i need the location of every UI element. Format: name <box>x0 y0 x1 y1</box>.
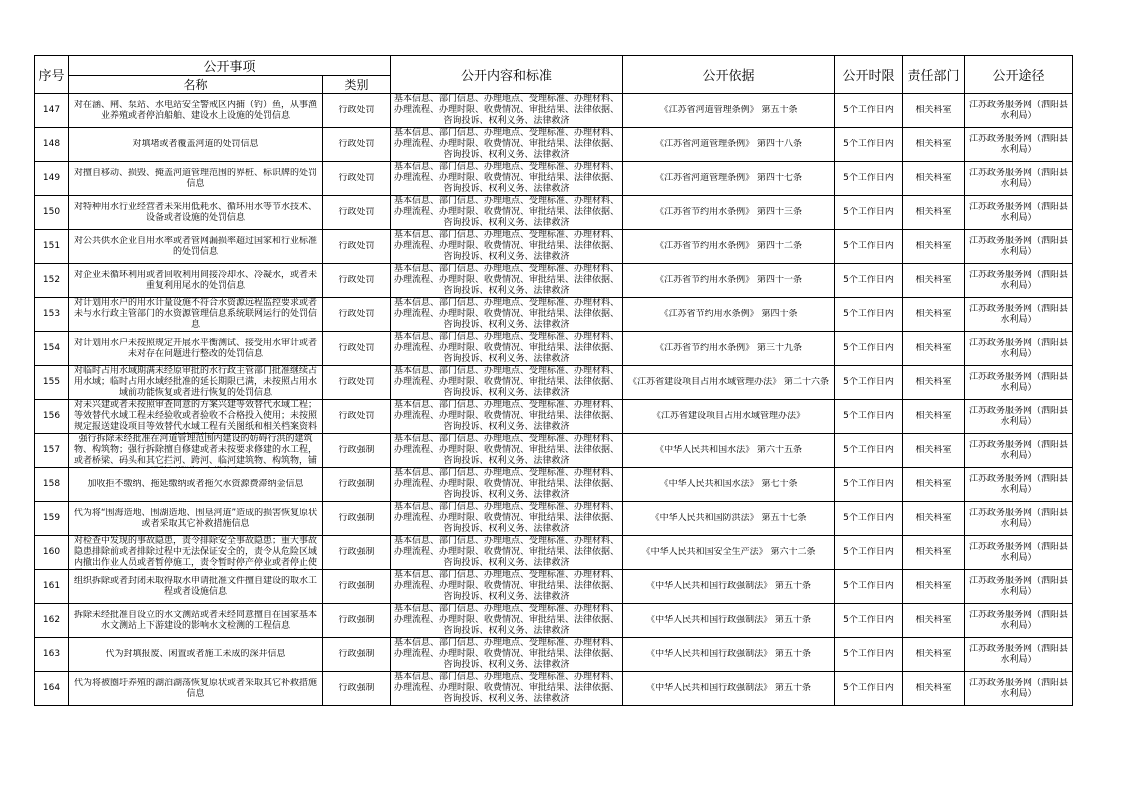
row-basis: 《江苏省节约用水条例》 第四十三条 <box>623 196 835 230</box>
row-dept: 相关科室 <box>903 298 965 332</box>
row-basis: 《中华人民共和国行政强制法》 第五十条 <box>623 672 835 706</box>
row-dept: 相关科室 <box>903 604 965 638</box>
row-content: 基本信息、部门信息、办理地点、受理标准、办理材料、办理流程、办理时限、收费情况、审批结果、法律依据、咨询投诉、权利义务、法律救济 <box>391 298 623 332</box>
row-time-limit: 5个工作日内 <box>835 604 903 638</box>
header-item: 公开事项 <box>69 56 391 76</box>
row-category: 行政强制 <box>323 604 391 638</box>
row-name: 对公共供水企业自用水率或者管网漏损率超过国家和行业标准的处罚信息 <box>69 230 323 264</box>
row-number: 147 <box>35 94 69 128</box>
row-channel: 江苏政务服务网（泗阳县水利局） <box>965 400 1073 434</box>
row-time-limit: 5个工作日内 <box>835 536 903 570</box>
row-channel: 江苏政务服务网（泗阳县水利局） <box>965 94 1073 128</box>
row-channel: 江苏政务服务网（泗阳县水利局） <box>965 264 1073 298</box>
row-channel: 江苏政务服务网（泗阳县水利局） <box>965 162 1073 196</box>
row-time-limit: 5个工作日内 <box>835 672 903 706</box>
row-basis: 《中华人民共和国水法》 第七十条 <box>623 468 835 502</box>
row-category: 行政强制 <box>323 434 391 468</box>
row-dept: 相关科室 <box>903 468 965 502</box>
row-content: 基本信息、部门信息、办理地点、受理标准、办理材料、办理流程、办理时限、收费情况、审批结果、法律依据、咨询投诉、权利义务、法律救济 <box>391 162 623 196</box>
row-number: 155 <box>35 366 69 400</box>
row-name: 对擅自移动、损毁、掩盖河道管理范围的界桩、标识牌的处罚信息 <box>69 162 323 196</box>
row-basis: 《中华人民共和国水法》 第六十五条 <box>623 434 835 468</box>
table-row <box>35 400 1073 434</box>
table-row <box>35 298 1073 332</box>
table-row <box>35 94 1073 128</box>
row-content: 基本信息、部门信息、办理地点、受理标准、办理材料、办理流程、办理时限、收费情况、审批结果、法律依据、咨询投诉、权利义务、法律救济 <box>391 230 623 264</box>
row-name: 加收拒不缴纳、拖延缴纳或者拖欠水资源费滞纳金信息 <box>69 468 323 502</box>
header-dept: 责任部门 <box>903 56 965 94</box>
row-dept: 相关科室 <box>903 570 965 604</box>
row-dept: 相关科室 <box>903 672 965 706</box>
row-basis: 《江苏省河道管理条例》 第四十七条 <box>623 162 835 196</box>
row-number: 160 <box>35 536 69 570</box>
row-content: 基本信息、部门信息、办理地点、受理标准、办理材料、办理流程、办理时限、收费情况、审批结果、法律依据、咨询投诉、权利义务、法律救济 <box>391 332 623 366</box>
row-category: 行政处罚 <box>323 366 391 400</box>
row-content: 基本信息、部门信息、办理地点、受理标准、办理材料、办理流程、办理时限、收费情况、审批结果、法律依据、咨询投诉、权利义务、法律救济 <box>391 400 623 434</box>
row-channel: 江苏政务服务网（泗阳县水利局） <box>965 128 1073 162</box>
row-name: 组织拆除或者封闭未取得取水申请批准文件擅自建设的取水工程或者设施信息 <box>69 570 323 604</box>
header-channel: 公开途径 <box>965 56 1073 94</box>
table-row <box>35 570 1073 604</box>
row-channel: 江苏政务服务网（泗阳县水利局） <box>965 366 1073 400</box>
row-name: 对在涵、闸、泵站、水电站安全警戒区内捕（钓）鱼，从事渔业养殖或者停泊船舶、建设水上设施的处罚信息 <box>69 94 323 128</box>
row-category: 行政处罚 <box>323 332 391 366</box>
row-number: 159 <box>35 502 69 536</box>
row-time-limit: 5个工作日内 <box>835 128 903 162</box>
row-name: 对检查中发现的事故隐患，责令排除安全事故隐患；重大事故隐患排除前或者排除过程中无法保证安全的，责令从危险区域内撤出作业人员或者暂停施工，责令暂时停产停业或者停止使 <box>69 536 323 570</box>
table-row <box>35 502 1073 536</box>
row-number: 150 <box>35 196 69 230</box>
row-basis: 《中华人民共和国行政强制法》 第五十条 <box>623 570 835 604</box>
row-dept: 相关科室 <box>903 264 965 298</box>
row-content: 基本信息、部门信息、办理地点、受理标准、办理材料、办理流程、办理时限、收费情况、审批结果、法律依据、咨询投诉、权利义务、法律救济 <box>391 604 623 638</box>
header-name: 名称 <box>69 76 323 94</box>
row-basis: 《江苏省节约用水条例》 第四十一条 <box>623 264 835 298</box>
row-content: 基本信息、部门信息、办理地点、受理标准、办理材料、办理流程、办理时限、收费情况、审批结果、法律依据、咨询投诉、权利义务、法律救济 <box>391 502 623 536</box>
row-category: 行政处罚 <box>323 162 391 196</box>
row-time-limit: 5个工作日内 <box>835 468 903 502</box>
row-content: 基本信息、部门信息、办理地点、受理标准、办理材料、办理流程、办理时限、收费情况、审批结果、法律依据、咨询投诉、权利义务、法律救济 <box>391 196 623 230</box>
row-category: 行政处罚 <box>323 196 391 230</box>
row-category: 行政强制 <box>323 502 391 536</box>
row-content: 基本信息、部门信息、办理地点、受理标准、办理材料、办理流程、办理时限、收费情况、审批结果、法律依据、咨询投诉、权利义务、法律救济 <box>391 94 623 128</box>
row-number: 163 <box>35 638 69 672</box>
row-basis: 《江苏省建设项目占用水域管理办法》 第二十六条 <box>623 366 835 400</box>
table-row <box>35 468 1073 502</box>
row-channel: 江苏政务服务网（泗阳县水利局） <box>965 502 1073 536</box>
header-basis: 公开依据 <box>623 56 835 94</box>
row-dept: 相关科室 <box>903 434 965 468</box>
table-row <box>35 366 1073 400</box>
table-row <box>35 128 1073 162</box>
row-dept: 相关科室 <box>903 400 965 434</box>
table-row <box>35 604 1073 638</box>
row-category: 行政处罚 <box>323 298 391 332</box>
row-time-limit: 5个工作日内 <box>835 230 903 264</box>
row-channel: 江苏政务服务网（泗阳县水利局） <box>965 536 1073 570</box>
row-channel: 江苏政务服务网（泗阳县水利局） <box>965 604 1073 638</box>
row-time-limit: 5个工作日内 <box>835 298 903 332</box>
table-row <box>35 332 1073 366</box>
row-number: 149 <box>35 162 69 196</box>
row-number: 153 <box>35 298 69 332</box>
row-basis: 《中华人民共和国安全生产法》 第六十二条 <box>623 536 835 570</box>
row-dept: 相关科室 <box>903 128 965 162</box>
row-content: 基本信息、部门信息、办理地点、受理标准、办理材料、办理流程、办理时限、收费情况、审批结果、法律依据、咨询投诉、权利义务、法律救济 <box>391 536 623 570</box>
row-number: 162 <box>35 604 69 638</box>
header-time-limit: 公开时限 <box>835 56 903 94</box>
row-time-limit: 5个工作日内 <box>835 502 903 536</box>
row-dept: 相关科室 <box>903 502 965 536</box>
row-time-limit: 5个工作日内 <box>835 366 903 400</box>
table-row <box>35 264 1073 298</box>
row-name: 代为将“围海造地、围湖造地、围垦河道”造成的损害恢复原状或者采取其它补救措施信息 <box>69 502 323 536</box>
table-body <box>35 94 1073 706</box>
table-row <box>35 162 1073 196</box>
row-number: 156 <box>35 400 69 434</box>
row-time-limit: 5个工作日内 <box>835 400 903 434</box>
row-name: 对特种用水行业经营者未采用低耗水、循环用水等节水技术、设备或者设施的处罚信息 <box>69 196 323 230</box>
row-category: 行政强制 <box>323 638 391 672</box>
row-channel: 江苏政务服务网（泗阳县水利局） <box>965 434 1073 468</box>
row-number: 151 <box>35 230 69 264</box>
row-category: 行政强制 <box>323 570 391 604</box>
row-name: 对临时占用水域期满未经原审批的水行政主管部门批准继续占用水域；临时占用水域经批准的延长期限已满，未按照占用水域前功能恢复或者进行恢复的处罚信息 <box>69 366 323 400</box>
row-dept: 相关科室 <box>903 366 965 400</box>
row-category: 行政强制 <box>323 536 391 570</box>
row-channel: 江苏政务服务网（泗阳县水利局） <box>965 672 1073 706</box>
row-content: 基本信息、部门信息、办理地点、受理标准、办理材料、办理流程、办理时限、收费情况、审批结果、法律依据、咨询投诉、权利义务、法律救济 <box>391 672 623 706</box>
row-content: 基本信息、部门信息、办理地点、受理标准、办理材料、办理流程、办理时限、收费情况、审批结果、法律依据、咨询投诉、权利义务、法律救济 <box>391 434 623 468</box>
row-basis: 《江苏省节约用水条例》 第四十条 <box>623 298 835 332</box>
row-number: 157 <box>35 434 69 468</box>
row-time-limit: 5个工作日内 <box>835 638 903 672</box>
row-number: 148 <box>35 128 69 162</box>
header-category: 类别 <box>323 76 391 94</box>
row-time-limit: 5个工作日内 <box>835 162 903 196</box>
row-content: 基本信息、部门信息、办理地点、受理标准、办理材料、办理流程、办理时限、收费情况、审批结果、法律依据、咨询投诉、权利义务、法律救济 <box>391 638 623 672</box>
row-channel: 江苏政务服务网（泗阳县水利局） <box>965 570 1073 604</box>
row-basis: 《江苏省节约用水条例》 第四十二条 <box>623 230 835 264</box>
row-content: 基本信息、部门信息、办理地点、受理标准、办理材料、办理流程、办理时限、收费情况、审批结果、法律依据、咨询投诉、权利义务、法律救济 <box>391 570 623 604</box>
row-name: 对计划用水户未按照规定开展水平衡测试、接受用水审计或者未对存在问题进行整改的处罚信息 <box>69 332 323 366</box>
row-content: 基本信息、部门信息、办理地点、受理标准、办理材料、办理流程、办理时限、收费情况、审批结果、法律依据、咨询投诉、权利义务、法律救济 <box>391 366 623 400</box>
row-category: 行政处罚 <box>323 128 391 162</box>
row-name: 拆除未经批准自设立的水文测站或者未经同意擅自在国家基本水文测站上下游建设的影响水文检测的工程信息 <box>69 604 323 638</box>
row-dept: 相关科室 <box>903 536 965 570</box>
row-time-limit: 5个工作日内 <box>835 196 903 230</box>
row-dept: 相关科室 <box>903 332 965 366</box>
row-category: 行政强制 <box>323 672 391 706</box>
row-name: 对填堵或者覆盖河道的处罚信息 <box>69 128 323 162</box>
row-time-limit: 5个工作日内 <box>835 94 903 128</box>
row-basis: 《江苏省建设项目占用水域管理办法》 <box>623 400 835 434</box>
row-category: 行政处罚 <box>323 94 391 128</box>
row-time-limit: 5个工作日内 <box>835 332 903 366</box>
header-content: 公开内容和标准 <box>391 56 623 94</box>
row-dept: 相关科室 <box>903 230 965 264</box>
table-row <box>35 196 1073 230</box>
row-name: 代为封填报废、闲置或者施工未成的深井信息 <box>69 638 323 672</box>
row-category: 行政处罚 <box>323 230 391 264</box>
disclosure-table <box>34 55 1073 706</box>
row-name: 代为将被圈圩养殖的湖泊湖荡恢复原状或者采取其它补救措施信息 <box>69 672 323 706</box>
row-basis: 《江苏省河道管理条例》 第五十条 <box>623 94 835 128</box>
row-content: 基本信息、部门信息、办理地点、受理标准、办理材料、办理流程、办理时限、收费情况、审批结果、法律依据、咨询投诉、权利义务、法律救济 <box>391 468 623 502</box>
row-number: 158 <box>35 468 69 502</box>
row-number: 161 <box>35 570 69 604</box>
header-seq: 序号 <box>35 56 69 94</box>
row-name: 对计划用水户的用水计量设施不符合水资源远程监控要求或者未与水行政主管部门的水资源管理信息系统联网运行的处罚信息 <box>69 298 323 332</box>
row-basis: 《中华人民共和国防洪法》 第五十七条 <box>623 502 835 536</box>
row-dept: 相关科室 <box>903 638 965 672</box>
row-number: 152 <box>35 264 69 298</box>
row-channel: 江苏政务服务网（泗阳县水利局） <box>965 230 1073 264</box>
row-name: 强行拆除未经批准在河道管理范围内建设的妨碍行洪的建筑物、构筑物；强行拆除擅自修建或者未按要求修建的水工程，或者桥梁、码头和其它拦河、跨河、临河建筑物、构筑物，铺 <box>69 434 323 468</box>
row-category: 行政处罚 <box>323 264 391 298</box>
row-basis: 《江苏省节约用水条例》 第三十九条 <box>623 332 835 366</box>
table-row <box>35 672 1073 706</box>
row-basis: 《中华人民共和国行政强制法》 第五十条 <box>623 638 835 672</box>
row-time-limit: 5个工作日内 <box>835 264 903 298</box>
row-content: 基本信息、部门信息、办理地点、受理标准、办理材料、办理流程、办理时限、收费情况、审批结果、法律依据、咨询投诉、权利义务、法律救济 <box>391 264 623 298</box>
row-channel: 江苏政务服务网（泗阳县水利局） <box>965 468 1073 502</box>
row-name: 对未兴建或者未按照审查同意的方案兴建等效替代水域工程；等效替代水域工程未经验收或者验收不合格投入使用；未按照规定报送建设项目等效替代水域工程有关图纸和相关档案资料 <box>69 400 323 434</box>
row-number: 154 <box>35 332 69 366</box>
table-row <box>35 536 1073 570</box>
row-channel: 江苏政务服务网（泗阳县水利局） <box>965 298 1073 332</box>
row-channel: 江苏政务服务网（泗阳县水利局） <box>965 332 1073 366</box>
table-row <box>35 638 1073 672</box>
row-dept: 相关科室 <box>903 94 965 128</box>
row-time-limit: 5个工作日内 <box>835 434 903 468</box>
row-content: 基本信息、部门信息、办理地点、受理标准、办理材料、办理流程、办理时限、收费情况、审批结果、法律依据、咨询投诉、权利义务、法律救济 <box>391 128 623 162</box>
row-channel: 江苏政务服务网（泗阳县水利局） <box>965 196 1073 230</box>
row-basis: 《中华人民共和国行政强制法》 第五十条 <box>623 604 835 638</box>
row-category: 行政强制 <box>323 468 391 502</box>
row-basis: 《江苏省河道管理条例》 第四十八条 <box>623 128 835 162</box>
row-dept: 相关科室 <box>903 196 965 230</box>
row-dept: 相关科室 <box>903 162 965 196</box>
row-channel: 江苏政务服务网（泗阳县水利局） <box>965 638 1073 672</box>
row-number: 164 <box>35 672 69 706</box>
row-time-limit: 5个工作日内 <box>835 570 903 604</box>
table-row <box>35 434 1073 468</box>
row-name: 对企业未循环利用或者回收利用间接冷却水、冷凝水，或者未重复利用尾水的处罚信息 <box>69 264 323 298</box>
row-category: 行政处罚 <box>323 400 391 434</box>
table-row <box>35 230 1073 264</box>
